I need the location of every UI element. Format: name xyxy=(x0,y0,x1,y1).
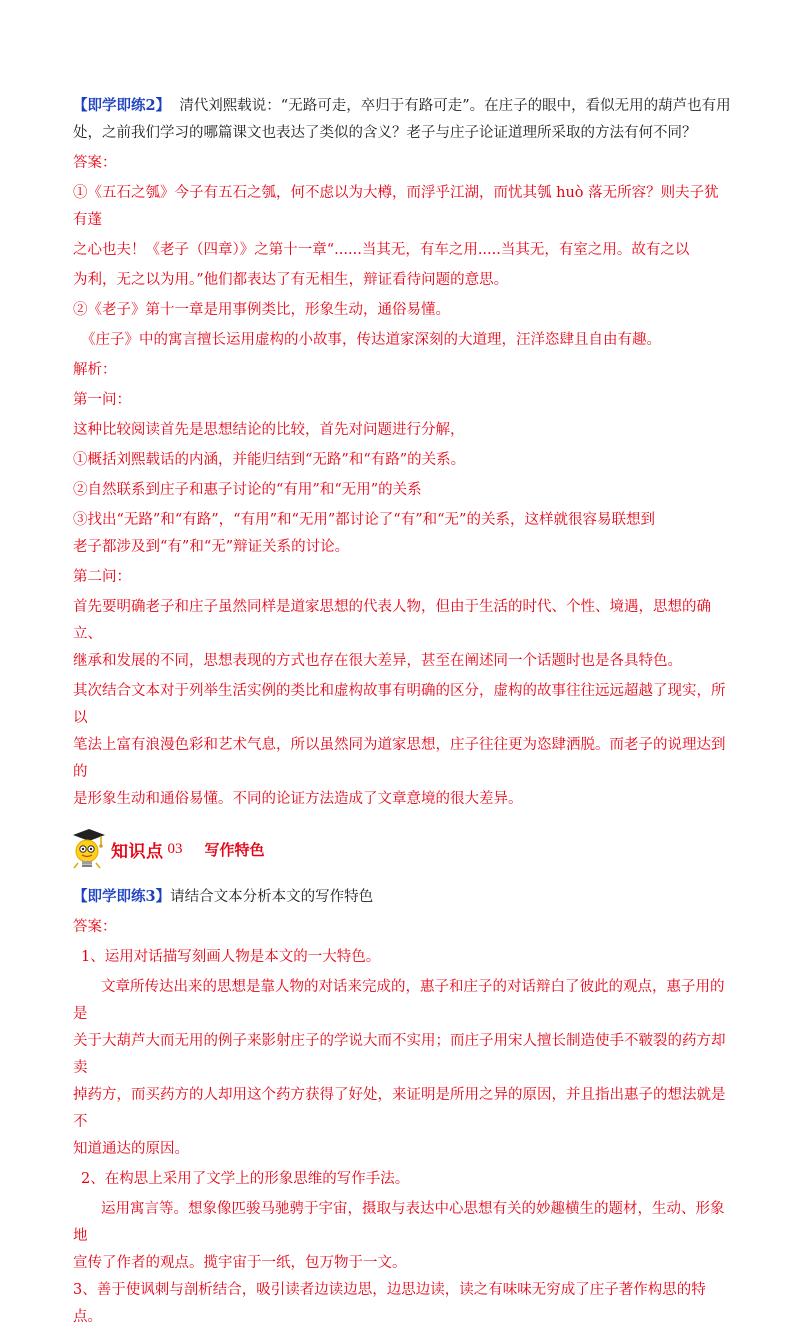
exercise-3-point-3: 3、善于使讽刺与剖析结合，吸引读者边读边思，边思边读，读之有味味无穷成了庄子著作构思的特点。 xyxy=(73,1282,706,1325)
second-question-line: 继承和发展的不同，思想表现的方式也存在很大差异，甚至在阐述同一个话题时也是各具特色。 xyxy=(73,653,682,669)
exercise-3-answer-label: 答案： xyxy=(73,919,117,935)
second-question-line: 笔法上富有浪漫色彩和艺术气息，所以虽然同为道家思想，庄子往往更为恣肆洒脱。而老子的说理达到的 xyxy=(73,737,726,780)
knowledge-point-subtitle: 写作特色 xyxy=(204,840,265,859)
exercise-3-point-1: 1、运用对话描写刻画人物是本文的一大特色。 xyxy=(81,949,381,965)
document-page xyxy=(73,92,733,1331)
second-question-line: 其次结合文本对于列举生活实例的类比和虚构故事有明确的区分，虚构的故事往往远远超越了现实，所以 xyxy=(73,683,726,726)
exercise-3-tag: 【即学即练3】 xyxy=(73,888,171,905)
graduate-bulb-icon xyxy=(69,827,107,871)
exercise-2-answer-line: 之心也夫！《老子（四章）》之第十一章“......当其无，有车之用.....当其无，有室之用。故有之以 xyxy=(73,242,690,258)
exercise-2-tag: 【即学即练2】 xyxy=(73,97,171,114)
exercise-2-answer-line: ①《五石之瓠》今子有五石之瓠，何不虑以为大樽，而浮乎江湖，而忧其瓠 huò 落无所容？则夫子犹有蓬 xyxy=(73,185,719,228)
exercise-2-question-line-2: 处，之前我们学习的哪篇课文也表达了类似的含义？老子与庄子论证道理所采取的方法有何不同？ xyxy=(73,125,697,141)
first-question-label: 第一问： xyxy=(73,392,131,408)
exercise-3-question: 【即学即练3】请结合文本分析本文的写作特色 xyxy=(73,888,374,905)
first-question-line: ②自然联系到庄子和惠子讨论的“有用”和“无用”的关系 xyxy=(73,482,422,498)
first-question-line: ①概括刘熙载话的内涵，并能归结到“无路”和“有路”的关系。 xyxy=(73,452,466,468)
first-question-line: ③找出“无路”和“有路”，“有用”和“无用”都讨论了“有”和“无”的关系，这样就很容易联想到 xyxy=(73,512,655,528)
exercise-2-answer-label: 答案： xyxy=(73,155,117,171)
exercise-3-point-1-body: 知道通达的原因。 xyxy=(73,1141,189,1157)
first-question-line: 老子都涉及到“有”和“无”辩证关系的讨论。 xyxy=(73,539,350,555)
exercise-2-answer-line: 为利，无之以为用。”他们都表达了有无相生，辩证看待问题的意思。 xyxy=(73,272,509,288)
exercise-2-answer-line: 《庄子》中的寓言擅长运用虚构的小故事，传达道家深刻的大道理，汪洋恣肆且自由有趣。 xyxy=(81,332,661,348)
exercise-3-point-2: 2、在构思上采用了文学上的形象思维的写作手法。 xyxy=(81,1171,410,1187)
knowledge-point-number: 03 xyxy=(167,840,183,857)
exercise-2-analysis-label: 解析： xyxy=(73,362,117,378)
exercise-2-answer-line: ②《老子》第十一章是用事例类比，形象生动，通俗易懂。 xyxy=(73,302,450,318)
knowledge-point-heading xyxy=(69,827,733,871)
exercise-3-point-1-body: 关于大葫芦大而无用的例子来影射庄子的学说大而不实用；而庄子用宋人擅长制造使手不皲裂的药方却卖 xyxy=(73,1033,726,1076)
exercise-2-question-line-1: 【即学即练2】 清代刘熙载说：“无路可走，卒归于有路可走”。在庄子的眼中，看似无用的葫芦也有用 xyxy=(73,97,731,114)
second-question-line: 首先要明确老子和庄子虽然同样是道家思想的代表人物，但由于生活的时代、个性、境遇，思想的确立、 xyxy=(73,599,711,642)
exercise-3-point-1-body: 掉药方，而买药方的人却用这个药方获得了好处，来证明是所用之异的原因，并且指出惠子的想法就是不 xyxy=(73,1087,726,1130)
exercise-3-point-2-body: 运用寓言等。想象像匹骏马驰骋于宇宙，摄取与表达中心思想有关的妙趣横生的题材，生动、形象地 xyxy=(73,1201,725,1244)
knowledge-point-title: 知识点 xyxy=(111,841,164,862)
first-question-line: 这种比较阅读首先是思想结论的比较，首先对问题进行分解， xyxy=(73,422,465,438)
exercise-3-point-2-body: 宣传了作者的观点。揽宇宙于一纸，包万物于一文。 xyxy=(73,1255,407,1271)
second-question-label: 第二问： xyxy=(73,569,131,585)
exercise-3-point-1-body: 文章所传达出来的思想是靠人物的对话来完成的，惠子和庄子的对话辩白了彼此的观点，惠子用的是 xyxy=(73,979,725,1022)
second-question-line: 是形象生动和通俗易懂。不同的论证方法造成了文章意境的很大差异。 xyxy=(73,791,523,807)
